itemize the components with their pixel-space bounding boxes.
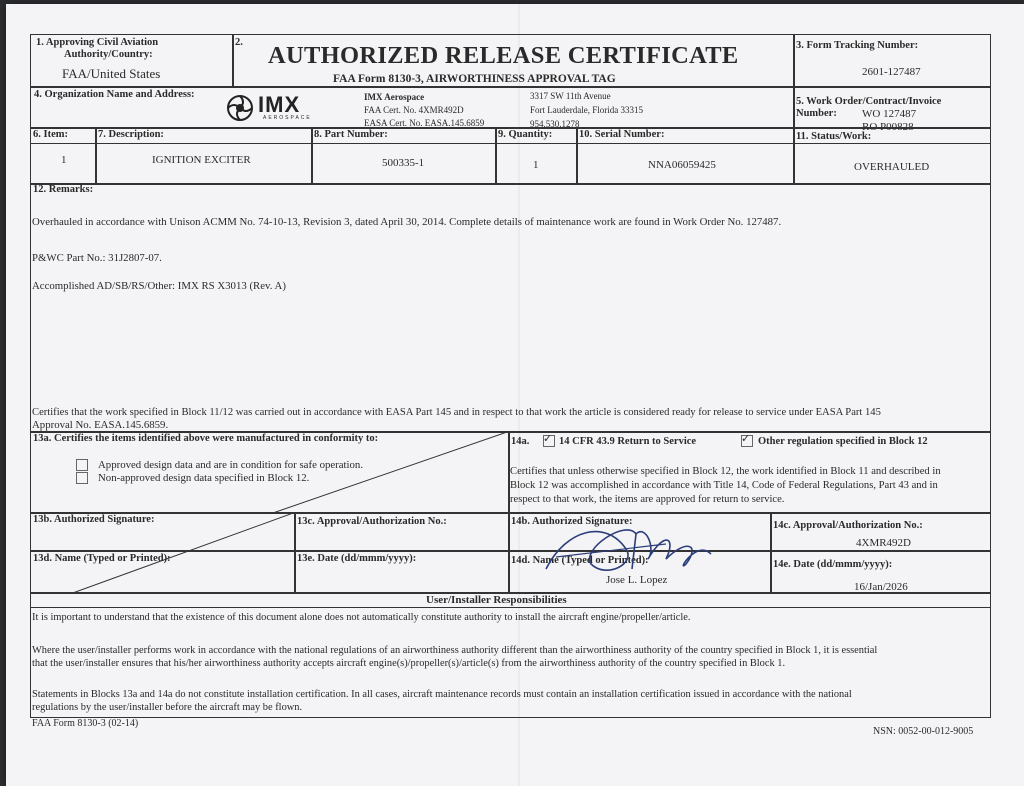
tracking-number: 2601-127487 (862, 66, 921, 78)
non-approved-design-checkbox[interactable] (76, 472, 88, 484)
user-paragraph-3b: regulations by the user/installer before the aircraft may be flown. (32, 702, 303, 713)
block-14a-label: 14a. (511, 436, 530, 447)
cfr-43-9-label: 14 CFR 43.9 Return to Service (559, 436, 697, 447)
block-14a-cert-1: Certifies that unless otherwise specified in Block 12, the work identified in Block 11 and described in (510, 466, 941, 477)
block-1-label-2: Authority/Country: (64, 49, 153, 60)
block-5-label: 5. Work Order/Contract/Invoice (796, 96, 942, 107)
org-address-1: 3317 SW 11th Avenue (530, 91, 611, 101)
block-14e-label: 14e. Date (dd/mmm/yyyy): (773, 559, 893, 570)
block-13a-label: 13a. Certifies the items identified above were manufactured in conformity to: (33, 433, 379, 444)
ro-number: RO P00828 (862, 121, 914, 133)
item-label: 6. Item: (33, 129, 68, 140)
block-14b-label: 14b. Authorized Signature: (511, 516, 633, 527)
user-paragraph-3a: Statements in Blocks 13a and 14a do not constitute installation certification. In all cases, aircraft maintenance records must contain an installation certification issued in accordance with the national (32, 689, 852, 700)
check-icon: ✓ (543, 433, 553, 445)
other-regulation-label: Other regulation specified in Block 12 (758, 436, 928, 447)
nsn-number: NSN: 0052-00-012-9005 (873, 726, 974, 737)
org-phone: 954.530.1278 (530, 119, 580, 129)
part-number-label: 8. Part Number: (314, 129, 388, 140)
remarks-line-1: Overhauled in accordance with Unison ACMM No. 74-10-13, Revision 3, dated April 30, 2014. Complete details of maintenance work are found in Work Order No. 127487. (32, 216, 782, 228)
page-title: AUTHORIZED RELEASE CERTIFICATE (268, 42, 739, 69)
block-14d-label: 14d. Name (Typed or Printed): (511, 555, 649, 566)
block-13b-label: 13b. Authorized Signature: (33, 514, 155, 525)
signature-date: 16/Jan/2026 (854, 581, 908, 593)
quantity-label: 9. Quantity: (498, 129, 553, 140)
form-number: FAA Form 8130-3 (02-14) (32, 718, 139, 729)
block-14a-cert-3: respect to that work, the items are approved for return to service. (510, 494, 785, 505)
description-label: 7. Description: (98, 129, 164, 140)
imx-logo-icon (226, 94, 254, 122)
user-paragraph-1: It is important to understand that the existence of this document alone does not automatically constitute authority to install the aircraft engine/propeller/article. (32, 612, 691, 623)
user-paragraph-2a: Where the user/installer performs work in accordance with the national regulations of an airworthiness authority different than the airworthiness authority of the country specified in Block 1, it is essential (32, 645, 878, 656)
block-13e-label: 13e. Date (dd/mmm/yyyy): (297, 553, 417, 564)
block-3-label: 3. Form Tracking Number: (796, 40, 919, 51)
logo-text: IMX (258, 92, 301, 117)
serial-number-value: NNA06059425 (648, 159, 716, 171)
user-paragraph-2b: that the user/installer ensures that his/her airworthiness authority accepts aircraft engine(s)/propeller(s)/article(s) from the airworthiness authority of the country specified in Block 1. (32, 658, 786, 669)
block-5-label-2: Number: (796, 108, 837, 119)
certificate-paper (6, 4, 1024, 786)
signer-name: Jose L. Lopez (606, 574, 668, 586)
status-value: OVERHAULED (854, 161, 930, 173)
form-subtitle: FAA Form 8130-3, AIRWORTHINESS APPROVAL TAG (333, 73, 616, 85)
block-14a-cert-2: Block 12 was accomplished in accordance with Title 14, Code of Federal Regulations, Part 43 and in (510, 480, 938, 491)
remarks-line-3: Accomplished AD/SB/RS/Other: IMX RS X3013 (Rev. A) (32, 280, 286, 292)
org-address-2: Fort Lauderdale, Florida 33315 (530, 105, 643, 115)
approved-design-checkbox[interactable] (76, 459, 88, 471)
easa-statement-2: Approval No. EASA.145.6859. (32, 419, 169, 431)
logo-subtext: AEROSPACE (263, 115, 312, 121)
part-number-value: 500335-1 (382, 157, 425, 169)
block-2-label: 2. (235, 37, 243, 48)
user-installer-heading: User/Installer Responsibilities (426, 594, 567, 606)
block-1-label: 1. Approving Civil Aviation (36, 37, 159, 48)
authorized-signature (536, 509, 736, 584)
status-label: 11. Status/Work: (796, 131, 872, 142)
item-value: 1 (61, 154, 67, 166)
check-icon: ✓ (741, 433, 751, 445)
approved-design-label: Approved design data and are in condition for safe operation. (98, 459, 364, 471)
remarks-label: 12. Remarks: (33, 184, 94, 195)
approval-number: 4XMR492D (856, 537, 912, 549)
remarks-line-2: P&WC Part No.: 31J2807-07. (32, 252, 162, 264)
block-14c-label: 14c. Approval/Authorization No.: (773, 520, 923, 531)
block-4-label: 4. Organization Name and Address: (34, 89, 195, 100)
org-faa-cert: FAA Cert. No. 4XMR492D (364, 105, 464, 115)
org-easa-cert: EASA Cert. No. EASA.145.6859 (364, 118, 485, 128)
work-order: WO 127487 (862, 108, 917, 120)
serial-number-label: 10. Serial Number: (579, 129, 665, 140)
non-approved-design-label: Non-approved design data specified in Block 12. (98, 472, 310, 484)
block-1-value: FAA/United States (62, 66, 161, 81)
easa-statement-1: Certifies that the work specified in Block 11/12 was carried out in accordance with EASA Part 145 and in respect to that work the article is considered ready for release to service under EASA Part 145 (32, 407, 881, 418)
block-13c-label: 13c. Approval/Authorization No.: (297, 516, 447, 527)
description-value: IGNITION EXCITER (152, 154, 251, 166)
org-name: IMX Aerospace (364, 92, 425, 102)
quantity-value: 1 (533, 159, 539, 171)
block-13d-label: 13d. Name (Typed or Printed): (33, 553, 171, 564)
